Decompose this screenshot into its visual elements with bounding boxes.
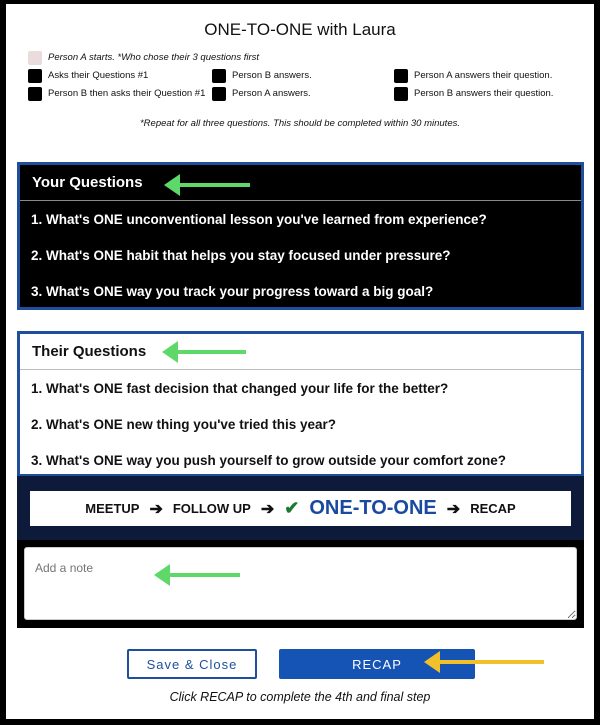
your-questions-heading: Your Questions [20, 165, 581, 201]
annotation-arrow-left-icon [166, 573, 240, 577]
progress-steps [17, 476, 584, 540]
their-questions-heading: Their Questions [20, 334, 581, 370]
your-question-2: 2. What's ONE habit that helps you stay focused under pressure? [31, 247, 451, 263]
annotation-arrow-left-icon [174, 350, 246, 354]
their-questions-panel [17, 331, 584, 477]
checkbox-step-4[interactable] [28, 87, 42, 101]
repeat-note: *Repeat for all three questions. This should be completed within 30 minutes. [139, 118, 460, 129]
step-meetup[interactable]: MEETUP [85, 501, 140, 516]
arrow-right-icon: ➔ [260, 500, 275, 518]
save-close-button[interactable]: Save & Close [127, 649, 257, 679]
checklist-label: Person A answers their question. [414, 70, 553, 81]
checklist-label: Person B then asks their Question #1 [48, 88, 206, 99]
arrow-right-icon: ➔ [446, 500, 461, 518]
checkbox-start[interactable] [28, 51, 42, 65]
note-input[interactable] [24, 547, 577, 620]
your-question-3: 3. What's ONE way you track your progress toward a big goal? [31, 283, 434, 299]
page-title: ONE-TO-ONE with Laura [204, 20, 396, 39]
their-question-1: 1. What's ONE fast decision that changed your life for the better? [31, 380, 449, 396]
checkmark-icon: ✔ [284, 498, 300, 518]
checkbox-step-6[interactable] [394, 87, 408, 101]
their-question-2: 2. What's ONE new thing you've tried this year? [31, 416, 336, 432]
step-follow-up[interactable]: FOLLOW UP [172, 501, 251, 516]
arrow-right-icon: ➔ [149, 500, 163, 518]
recap-button[interactable]: RECAP [279, 649, 475, 679]
their-question-3: 3. What's ONE way you push yourself to grow outside your comfort zone? [31, 452, 507, 468]
note-section [17, 540, 584, 628]
step-recap[interactable]: RECAP [470, 501, 516, 516]
checklist-start-label: Person A starts. *Who chose their 3 questions first [48, 52, 260, 63]
checkbox-step-2[interactable] [212, 69, 226, 83]
checkbox-step-1[interactable] [28, 69, 42, 83]
checklist-label: Person A answers. [232, 88, 311, 99]
checklist-label: Asks their Questions #1 [48, 70, 149, 81]
step-nav [30, 491, 571, 526]
checkbox-step-3[interactable] [394, 69, 408, 83]
annotation-arrow-left-icon [176, 183, 250, 187]
checklist-label: Person B answers. [232, 70, 312, 81]
footer-instruction: Click RECAP to complete the 4th and final step [169, 690, 431, 704]
your-question-1: 1. What's ONE unconventional lesson you've learned from experience? [31, 211, 487, 227]
annotation-arrow-left-icon [436, 660, 544, 664]
your-questions-panel [17, 162, 584, 310]
step-one-to-one[interactable]: ONE-TO-ONE [309, 497, 437, 519]
checkbox-step-5[interactable] [212, 87, 226, 101]
checklist-label: Person B answers their question. [414, 88, 554, 99]
